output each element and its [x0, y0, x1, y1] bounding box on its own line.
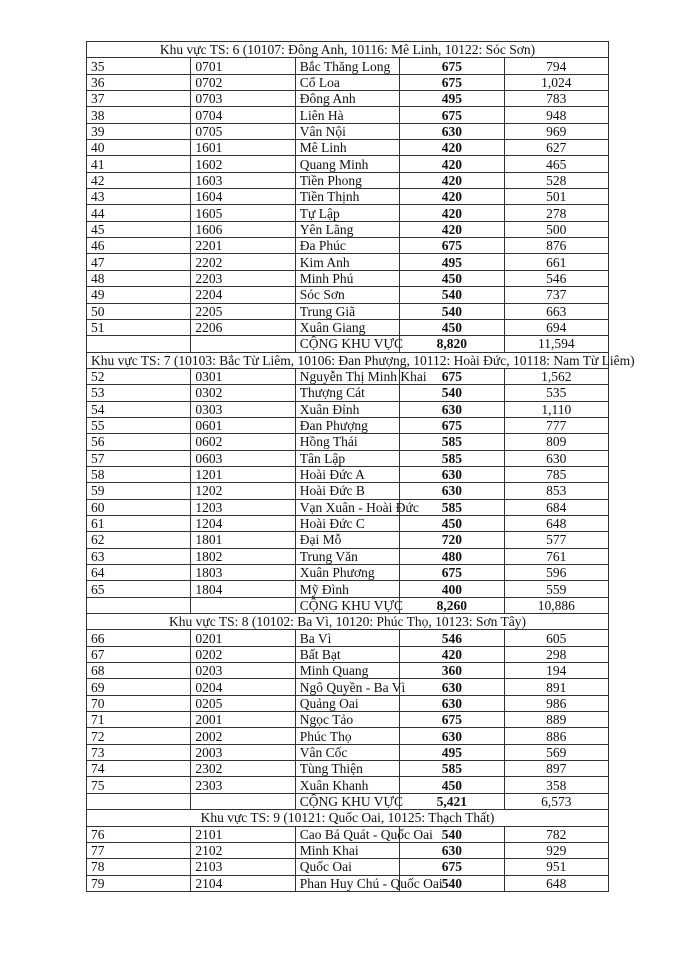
- school-name: Đa Phúc: [295, 238, 399, 254]
- quota-value: 420: [400, 646, 504, 662]
- school-name: Minh Quang: [295, 663, 399, 679]
- school-code: 0704: [191, 107, 295, 123]
- row-number: 65: [87, 581, 191, 597]
- registered-value: 1,562: [504, 368, 608, 384]
- zone-total-quota: 5,421: [400, 793, 504, 809]
- zone-header-row: [87, 42, 609, 58]
- quota-value: 630: [400, 483, 504, 499]
- school-code: 2201: [191, 238, 295, 254]
- registered-value: 785: [504, 466, 608, 482]
- school-code: 1201: [191, 466, 295, 482]
- row-number: 49: [87, 287, 191, 303]
- school-code: 0203: [191, 663, 295, 679]
- table-row: [87, 695, 609, 711]
- quota-value: 585: [400, 450, 504, 466]
- school-name: Cổ Loa: [295, 74, 399, 90]
- school-name: Đại Mỗ: [295, 532, 399, 548]
- quota-value: 540: [400, 287, 504, 303]
- school-name: Mỹ Đình: [295, 581, 399, 597]
- table-row: [87, 679, 609, 695]
- school-code: 1804: [191, 581, 295, 597]
- school-name: Yên Lãng: [295, 221, 399, 237]
- school-code: 0302: [191, 385, 295, 401]
- school-name: Đan Phượng: [295, 417, 399, 433]
- registered-value: 897: [504, 761, 608, 777]
- row-number: 78: [87, 859, 191, 875]
- school-code: 0301: [191, 368, 295, 384]
- quota-value: 630: [400, 842, 504, 858]
- empty-cell: [87, 597, 191, 613]
- quota-value: 420: [400, 140, 504, 156]
- quota-value: 675: [400, 712, 504, 728]
- school-code: 0702: [191, 74, 295, 90]
- row-number: 57: [87, 450, 191, 466]
- row-number: 54: [87, 401, 191, 417]
- registered-value: 648: [504, 875, 608, 891]
- school-code: 0705: [191, 123, 295, 139]
- school-name: Tân Lập: [295, 450, 399, 466]
- admission-table-body: [87, 42, 635, 892]
- quota-value: 420: [400, 189, 504, 205]
- row-number: 61: [87, 515, 191, 531]
- registered-value: 1,110: [504, 401, 608, 417]
- school-code: 2101: [191, 826, 295, 842]
- row-number: 73: [87, 744, 191, 760]
- row-number: 45: [87, 221, 191, 237]
- zone-total-row: [87, 793, 609, 809]
- row-number: 48: [87, 270, 191, 286]
- row-number: 40: [87, 140, 191, 156]
- school-code: 0204: [191, 679, 295, 695]
- table-row: [87, 107, 609, 123]
- table-row: [87, 499, 609, 515]
- row-number: 62: [87, 532, 191, 548]
- school-name: Tiền Thịnh: [295, 189, 399, 205]
- school-code: 2202: [191, 254, 295, 270]
- school-name: Bất Bạt: [295, 646, 399, 662]
- school-name: Phúc Thọ: [295, 728, 399, 744]
- school-code: 1601: [191, 140, 295, 156]
- empty-cell: [87, 336, 191, 352]
- quota-value: 546: [400, 630, 504, 646]
- school-name: Quảng Oai: [295, 695, 399, 711]
- quota-value: 675: [400, 368, 504, 384]
- row-number: 44: [87, 205, 191, 221]
- row-number: 68: [87, 663, 191, 679]
- school-name: Đông Anh: [295, 91, 399, 107]
- school-code: 2103: [191, 859, 295, 875]
- school-name: Mê Linh: [295, 140, 399, 156]
- school-name: Trung Văn: [295, 548, 399, 564]
- quota-value: 630: [400, 401, 504, 417]
- school-code: 0205: [191, 695, 295, 711]
- registered-value: 546: [504, 270, 608, 286]
- table-row: [87, 270, 609, 286]
- row-number: 41: [87, 156, 191, 172]
- row-number: 50: [87, 303, 191, 319]
- zone-header-row: [87, 352, 609, 368]
- quota-value: 420: [400, 221, 504, 237]
- table-row: [87, 91, 609, 107]
- school-code: 0603: [191, 450, 295, 466]
- registered-value: 737: [504, 287, 608, 303]
- empty-cell: [87, 793, 191, 809]
- school-name: Vân Cốc: [295, 744, 399, 760]
- quota-value: 420: [400, 156, 504, 172]
- school-name: Xuân Giang: [295, 319, 399, 335]
- registered-value: 969: [504, 123, 608, 139]
- row-number: 46: [87, 238, 191, 254]
- row-number: 36: [87, 74, 191, 90]
- school-code: 0602: [191, 434, 295, 450]
- school-name: Tùng Thiện: [295, 761, 399, 777]
- school-code: 0201: [191, 630, 295, 646]
- empty-cell: [191, 336, 295, 352]
- school-name: Thượng Cát: [295, 385, 399, 401]
- empty-cell: [191, 597, 295, 613]
- school-code: 1606: [191, 221, 295, 237]
- quota-value: 360: [400, 663, 504, 679]
- table-row: [87, 303, 609, 319]
- quota-value: 630: [400, 679, 504, 695]
- registered-value: 783: [504, 91, 608, 107]
- table-row: [87, 385, 609, 401]
- quota-value: 585: [400, 761, 504, 777]
- school-code: 1801: [191, 532, 295, 548]
- table-row: [87, 581, 609, 597]
- school-code: 2203: [191, 270, 295, 286]
- row-number: 42: [87, 172, 191, 188]
- table-row: [87, 450, 609, 466]
- school-name: Hoài Đức A: [295, 466, 399, 482]
- table-row: [87, 744, 609, 760]
- school-name: Xuân Khanh: [295, 777, 399, 793]
- row-number: 69: [87, 679, 191, 695]
- school-name: Trung Giã: [295, 303, 399, 319]
- table-row: [87, 368, 609, 384]
- registered-value: 569: [504, 744, 608, 760]
- table-row: [87, 205, 609, 221]
- row-number: 71: [87, 712, 191, 728]
- table-row: [87, 842, 609, 858]
- row-number: 59: [87, 483, 191, 499]
- school-name: Hoài Đức B: [295, 483, 399, 499]
- registered-value: 684: [504, 499, 608, 515]
- quota-value: 495: [400, 744, 504, 760]
- registered-value: 278: [504, 205, 608, 221]
- row-number: 37: [87, 91, 191, 107]
- row-number: 52: [87, 368, 191, 384]
- registered-value: 630: [504, 450, 608, 466]
- school-code: 2204: [191, 287, 295, 303]
- table-row: [87, 777, 609, 793]
- quota-value: 540: [400, 385, 504, 401]
- row-number: 43: [87, 189, 191, 205]
- row-number: 58: [87, 466, 191, 482]
- quota-value: 495: [400, 254, 504, 270]
- school-code: 2205: [191, 303, 295, 319]
- registered-value: 577: [504, 532, 608, 548]
- table-row: [87, 466, 609, 482]
- row-number: 35: [87, 58, 191, 74]
- zone-header: Khu vực TS: 7 (10103: Bắc Từ Liêm, 10106: Đan Phượng, 10112: Hoài Đức, 10118: Nam Từ Liêm): [87, 352, 609, 368]
- row-number: 60: [87, 499, 191, 515]
- registered-value: 694: [504, 319, 608, 335]
- registered-value: 782: [504, 826, 608, 842]
- registered-value: 951: [504, 859, 608, 875]
- table-row: [87, 532, 609, 548]
- school-name: Xuân Phương: [295, 565, 399, 581]
- row-number: 72: [87, 728, 191, 744]
- quota-value: 420: [400, 205, 504, 221]
- table-row: [87, 630, 609, 646]
- zone-total-registered: 11,594: [504, 336, 608, 352]
- quota-value: 450: [400, 270, 504, 286]
- school-name: Tiền Phong: [295, 172, 399, 188]
- table-row: [87, 189, 609, 205]
- school-code: 1603: [191, 172, 295, 188]
- registered-value: 605: [504, 630, 608, 646]
- row-number: 64: [87, 565, 191, 581]
- school-name: Minh Khai: [295, 842, 399, 858]
- row-number: 56: [87, 434, 191, 450]
- registered-value: 194: [504, 663, 608, 679]
- registered-value: 794: [504, 58, 608, 74]
- registered-value: 465: [504, 156, 608, 172]
- quota-value: 450: [400, 319, 504, 335]
- registered-value: 929: [504, 842, 608, 858]
- quota-value: 540: [400, 826, 504, 842]
- quota-value: 675: [400, 565, 504, 581]
- school-code: 1203: [191, 499, 295, 515]
- table-row: [87, 417, 609, 433]
- table-row: [87, 548, 609, 564]
- quota-value: 675: [400, 859, 504, 875]
- row-number: 70: [87, 695, 191, 711]
- school-name: Hồng Thái: [295, 434, 399, 450]
- registered-value: 596: [504, 565, 608, 581]
- zone-total-label: CỘNG KHU VỰC: [295, 793, 399, 809]
- registered-value: 661: [504, 254, 608, 270]
- quota-value: 630: [400, 123, 504, 139]
- school-code: 1202: [191, 483, 295, 499]
- school-name: Cao Bá Quát - Quốc Oai: [295, 826, 399, 842]
- quota-value: 400: [400, 581, 504, 597]
- registered-value: 761: [504, 548, 608, 564]
- row-number: 38: [87, 107, 191, 123]
- school-name: Bắc Thăng Long: [295, 58, 399, 74]
- quota-value: 450: [400, 777, 504, 793]
- quota-value: 630: [400, 728, 504, 744]
- quota-value: 720: [400, 532, 504, 548]
- quota-value: 420: [400, 172, 504, 188]
- school-code: 2001: [191, 712, 295, 728]
- zone-header: Khu vực TS: 6 (10107: Đông Anh, 10116: Mê Linh, 10122: Sóc Sơn): [87, 42, 609, 58]
- table-row: [87, 172, 609, 188]
- table-row: [87, 826, 609, 842]
- row-number: 47: [87, 254, 191, 270]
- zone-header: Khu vực TS: 8 (10102: Ba Vì, 10120: Phúc Thọ, 10123: Sơn Tây): [87, 614, 609, 630]
- quota-value: 675: [400, 417, 504, 433]
- registered-value: 535: [504, 385, 608, 401]
- school-name: Vân Nội: [295, 123, 399, 139]
- admission-table: [86, 41, 635, 892]
- school-code: 2206: [191, 319, 295, 335]
- zone-header: Khu vực TS: 9 (10121: Quốc Oai, 10125: Thạch Thất): [87, 810, 609, 826]
- table-row: [87, 123, 609, 139]
- registered-value: 891: [504, 679, 608, 695]
- registered-value: 501: [504, 189, 608, 205]
- quota-value: 450: [400, 515, 504, 531]
- quota-value: 495: [400, 91, 504, 107]
- registered-value: 809: [504, 434, 608, 450]
- quota-value: 480: [400, 548, 504, 564]
- table-row: [87, 254, 609, 270]
- registered-value: 1,024: [504, 74, 608, 90]
- row-number: 66: [87, 630, 191, 646]
- school-name: Nguyễn Thị Minh Khai: [295, 368, 399, 384]
- school-code: 0202: [191, 646, 295, 662]
- school-code: 2102: [191, 842, 295, 858]
- school-code: 0303: [191, 401, 295, 417]
- row-number: 79: [87, 875, 191, 891]
- table-row: [87, 434, 609, 450]
- registered-value: 500: [504, 221, 608, 237]
- row-number: 39: [87, 123, 191, 139]
- school-name: Tự Lập: [295, 205, 399, 221]
- registered-value: 986: [504, 695, 608, 711]
- zone-total-label: CỘNG KHU VỰC: [295, 597, 399, 613]
- table-row: [87, 156, 609, 172]
- table-row: [87, 875, 609, 891]
- quota-value: 540: [400, 303, 504, 319]
- school-code: 0703: [191, 91, 295, 107]
- table-row: [87, 728, 609, 744]
- registered-value: 777: [504, 417, 608, 433]
- school-code: 1602: [191, 156, 295, 172]
- row-number: 63: [87, 548, 191, 564]
- zone-total-row: [87, 336, 609, 352]
- school-code: 0601: [191, 417, 295, 433]
- school-name: Ba Vì: [295, 630, 399, 646]
- registered-value: 358: [504, 777, 608, 793]
- school-code: 2003: [191, 744, 295, 760]
- zone-total-label: CỘNG KHU VỰC: [295, 336, 399, 352]
- school-code: 0701: [191, 58, 295, 74]
- school-name: Quang Minh: [295, 156, 399, 172]
- school-code: 1803: [191, 565, 295, 581]
- school-code: 2002: [191, 728, 295, 744]
- quota-value: 630: [400, 695, 504, 711]
- quota-value: 585: [400, 434, 504, 450]
- registered-value: 886: [504, 728, 608, 744]
- row-number: 75: [87, 777, 191, 793]
- table-row: [87, 646, 609, 662]
- registered-value: 889: [504, 712, 608, 728]
- row-number: 77: [87, 842, 191, 858]
- table-row: [87, 74, 609, 90]
- school-code: 1204: [191, 515, 295, 531]
- registered-value: 528: [504, 172, 608, 188]
- school-name: Liên Hà: [295, 107, 399, 123]
- quota-value: 630: [400, 466, 504, 482]
- row-number: 55: [87, 417, 191, 433]
- registered-value: 648: [504, 515, 608, 531]
- zone-total-row: [87, 597, 609, 613]
- school-name: Xuân Đỉnh: [295, 401, 399, 417]
- table-row: [87, 859, 609, 875]
- table-row: [87, 238, 609, 254]
- school-name: Sóc Sơn: [295, 287, 399, 303]
- zone-total-quota: 8,260: [400, 597, 504, 613]
- registered-value: 663: [504, 303, 608, 319]
- table-row: [87, 483, 609, 499]
- table-row: [87, 565, 609, 581]
- school-code: 2303: [191, 777, 295, 793]
- table-row: [87, 319, 609, 335]
- school-name: Ngô Quyền - Ba Vì: [295, 679, 399, 695]
- zone-header-row: [87, 810, 609, 826]
- school-name: Ngọc Tảo: [295, 712, 399, 728]
- school-code: 1802: [191, 548, 295, 564]
- school-name: Hoài Đức C: [295, 515, 399, 531]
- school-name: Quốc Oai: [295, 859, 399, 875]
- empty-cell: [191, 793, 295, 809]
- table-row: [87, 663, 609, 679]
- registered-value: 559: [504, 581, 608, 597]
- school-name: Phan Huy Chú - Quốc Oai: [295, 875, 399, 891]
- school-code: 1604: [191, 189, 295, 205]
- table-row: [87, 401, 609, 417]
- registered-value: 948: [504, 107, 608, 123]
- school-code: 2302: [191, 761, 295, 777]
- row-number: 51: [87, 319, 191, 335]
- zone-total-registered: 10,886: [504, 597, 608, 613]
- table-row: [87, 712, 609, 728]
- school-name: Vạn Xuân - Hoài Đức: [295, 499, 399, 515]
- table-row: [87, 515, 609, 531]
- zone-total-quota: 8,820: [400, 336, 504, 352]
- quota-value: 540: [400, 875, 504, 891]
- quota-value: 675: [400, 74, 504, 90]
- school-name: Kim Anh: [295, 254, 399, 270]
- zone-total-registered: 6,573: [504, 793, 608, 809]
- school-name: Minh Phú: [295, 270, 399, 286]
- registered-value: 627: [504, 140, 608, 156]
- registered-value: 853: [504, 483, 608, 499]
- row-number: 67: [87, 646, 191, 662]
- quota-value: 675: [400, 238, 504, 254]
- registered-value: 298: [504, 646, 608, 662]
- registered-value: 876: [504, 238, 608, 254]
- zone-header-row: [87, 614, 609, 630]
- row-number: 53: [87, 385, 191, 401]
- quota-value: 675: [400, 58, 504, 74]
- school-code: 2104: [191, 875, 295, 891]
- row-number: 74: [87, 761, 191, 777]
- table-row: [87, 58, 609, 74]
- school-code: 1605: [191, 205, 295, 221]
- table-row: [87, 221, 609, 237]
- row-number: 76: [87, 826, 191, 842]
- quota-value: 675: [400, 107, 504, 123]
- quota-value: 585: [400, 499, 504, 515]
- table-row: [87, 140, 609, 156]
- table-row: [87, 287, 609, 303]
- table-row: [87, 761, 609, 777]
